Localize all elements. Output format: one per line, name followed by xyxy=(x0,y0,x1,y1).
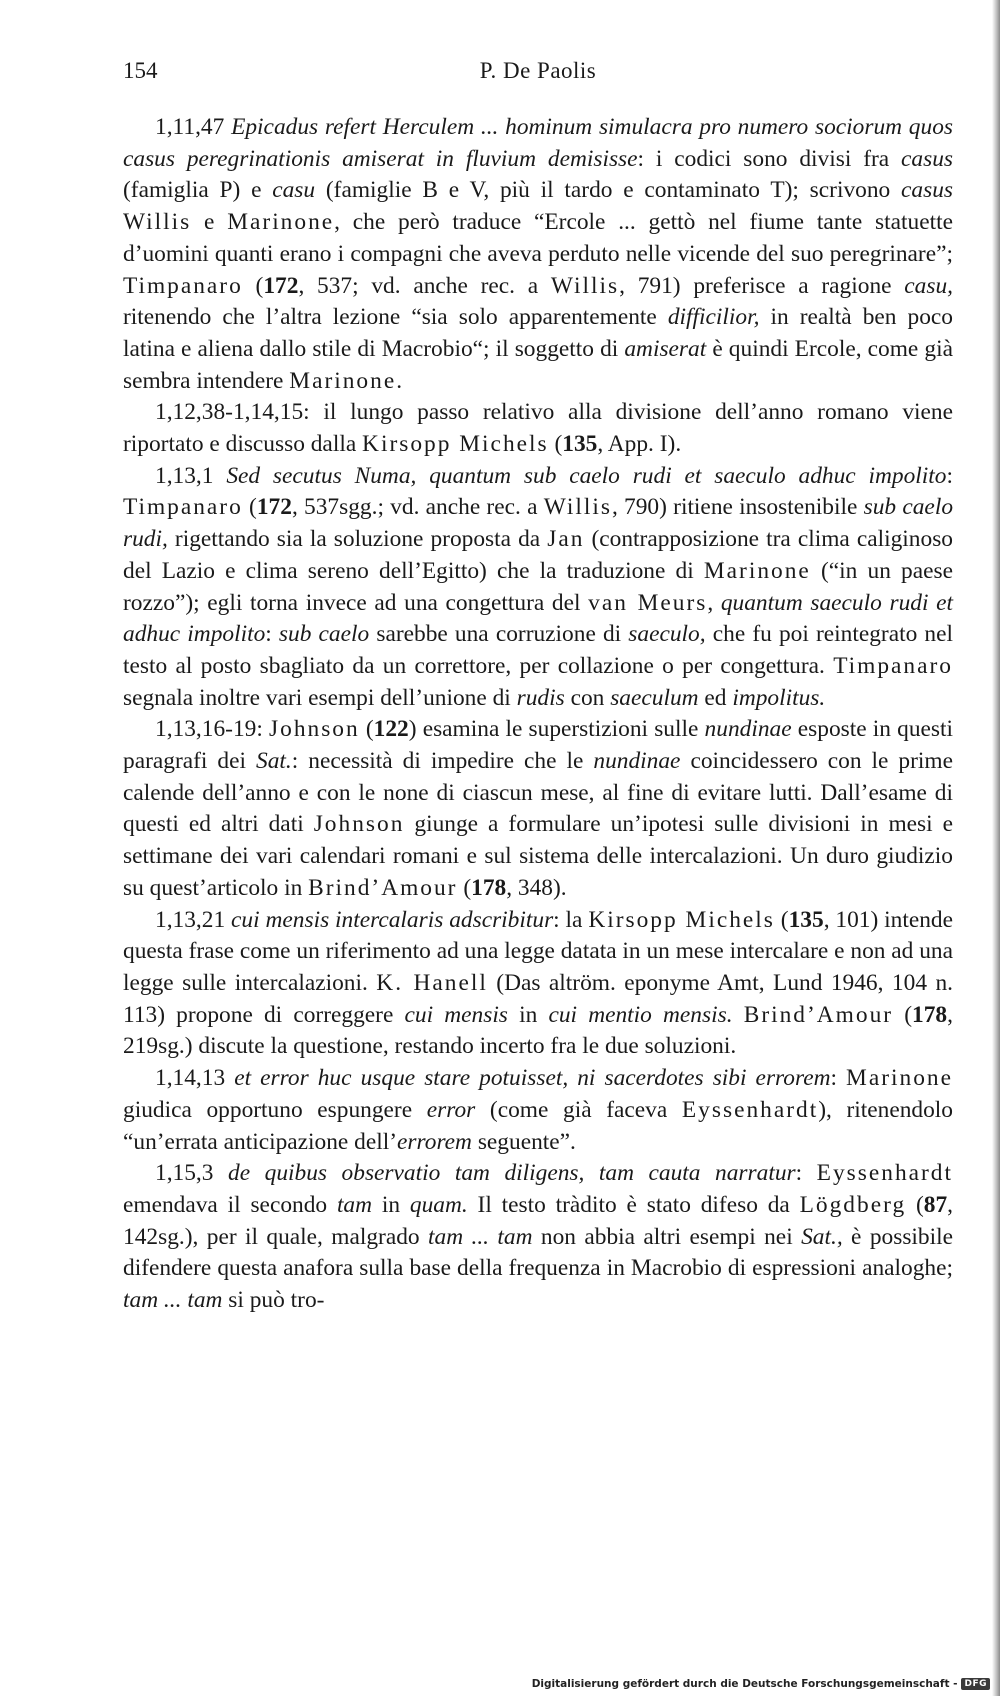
text-run: ( xyxy=(548,431,563,458)
bibliography-number: 172 xyxy=(256,494,292,521)
text-run: : xyxy=(946,462,953,489)
commentary-paragraph xyxy=(123,461,953,715)
text-run: in xyxy=(507,1001,549,1028)
author-name: Timpanaro xyxy=(123,272,243,299)
text-run: (“in un paese rozzo”); egli torna invece ad una congettura del xyxy=(123,557,953,616)
latin-quote: difficilior, xyxy=(667,304,760,331)
text-run: , xyxy=(707,589,721,616)
passage-reference: 1,13,21 xyxy=(155,906,226,933)
latin-quote: casu xyxy=(272,177,316,204)
text-run: e xyxy=(191,209,228,236)
commentary-paragraph xyxy=(123,397,953,460)
latin-quote: saeculum xyxy=(610,684,699,711)
author-name: Timpanaro xyxy=(123,494,243,521)
bibliography-number: 178 xyxy=(471,874,507,901)
latin-quote: Sat., xyxy=(801,1223,843,1250)
text-run: ( xyxy=(359,716,374,743)
text-run: (come già faceva xyxy=(475,1096,682,1123)
page-header xyxy=(123,58,953,94)
author-name: Marinone xyxy=(846,1065,953,1092)
author-name: K. Hanell xyxy=(376,969,488,996)
text-run xyxy=(225,1065,234,1091)
latin-quote: casus xyxy=(901,177,953,204)
passage-reference: 1,11,47 xyxy=(155,114,225,140)
text-run: ( xyxy=(906,1191,924,1218)
author-name: van Meurs xyxy=(588,589,708,616)
running-title: P. De Paolis xyxy=(479,58,597,83)
commentary-paragraph xyxy=(123,1158,953,1317)
commentary-paragraph xyxy=(123,112,953,397)
latin-quote: impolitus. xyxy=(732,684,826,711)
passage-reference: 1,15,3 xyxy=(155,1160,214,1187)
text-run: ( xyxy=(242,494,257,521)
text-run: emendava il secondo xyxy=(123,1191,337,1218)
latin-quote: de quibus observatio tam diligens, tam cauta narratur xyxy=(228,1160,796,1187)
text-run: . xyxy=(396,367,403,394)
author-name: Marinone xyxy=(227,209,335,236)
author-name: Kirsopp Michels xyxy=(362,431,549,458)
text-run: , 101) intende questa frase come un riferimento ad una legge datata in un mese intercalare e non ad una legge sulle intercalazioni. xyxy=(123,906,954,996)
latin-quote: nundinae xyxy=(593,748,681,775)
text-run: giudica opportuno espungere xyxy=(123,1096,427,1123)
latin-quote: error xyxy=(426,1096,476,1123)
text-run: : i codici sono divisi fra xyxy=(637,145,902,172)
passage-reference: 1,12,38-1,14,15 xyxy=(155,399,304,426)
bibliography-number: 172 xyxy=(263,272,299,299)
text-run: ritenendo che l’altra lezione “sia solo apparentemente xyxy=(123,304,668,331)
passage-reference: 1,14,13 xyxy=(155,1065,226,1092)
text-run: : xyxy=(256,716,270,743)
text-run: (contrapposizione tra clima caliginoso del Lazio e clima sereno dell’Egitto) che la traduzione di xyxy=(123,526,953,584)
latin-quote: casus xyxy=(901,145,953,172)
text-run: ) esamina le superstizioni sulle xyxy=(408,716,705,743)
text-run: si può tro- xyxy=(222,1287,325,1314)
latin-quote: cui mentio mensis. xyxy=(548,1001,733,1028)
text-run: , App. I). xyxy=(597,431,682,458)
text-run xyxy=(213,1160,228,1186)
author-name: Jan xyxy=(547,526,585,553)
author-name: Brind’Amour xyxy=(308,874,458,901)
latin-quote: nundinae xyxy=(704,716,792,743)
text-run: : la xyxy=(553,906,589,933)
text-run: ), ritenendolo “un’errata anticipazione dell’ xyxy=(123,1096,954,1155)
author-name: Willis xyxy=(550,272,620,299)
text-run: , 537sgg.; vd. anche rec. a xyxy=(291,494,544,521)
text-run: , 537; vd. anche rec. a xyxy=(298,272,551,299)
latin-quote: cui mensis xyxy=(404,1001,508,1028)
latin-quote: et error huc usque stare potuisset, ni sacerdotes sibi errorem xyxy=(234,1065,831,1092)
page-edge-shadow xyxy=(992,0,1000,1696)
text-run: ( xyxy=(457,874,472,901)
text-run: è possibile difendere questa anafora sulla base della frequenza in Macrobio di espressioni analoghe; xyxy=(123,1223,953,1282)
text-run: (Das altröm. eponyme Amt, Lund 1946, 104 n. 113) propone di correggere xyxy=(123,969,953,1028)
body-text xyxy=(123,112,953,1317)
latin-quote: tam xyxy=(336,1191,373,1218)
text-run: esposte in questi paragrafi dei xyxy=(123,716,953,775)
text-run xyxy=(733,1002,744,1028)
text-run: ( xyxy=(242,272,264,299)
bibliography-number: 87 xyxy=(923,1191,948,1218)
text-run: Il testo tràdito è stato difeso da xyxy=(467,1191,800,1218)
text-run: ed xyxy=(698,684,733,711)
text-run: in xyxy=(372,1191,410,1218)
text-run: , 142sg.), per il quale, malgrado xyxy=(123,1191,954,1250)
author-name: Kirsopp Michels xyxy=(588,906,775,933)
author-name: Brind’Amour xyxy=(743,1001,894,1028)
text-run: , 348). xyxy=(506,874,567,901)
latin-quote: sub caelo xyxy=(278,621,370,648)
bibliography-number: 135 xyxy=(788,906,824,933)
text-run: , 791) preferisce a ragione xyxy=(619,272,905,299)
text-run: seguente”. xyxy=(471,1128,576,1155)
page-number: 154 xyxy=(123,58,158,83)
text-run: ( xyxy=(774,906,789,933)
author-name: Johnson xyxy=(269,716,360,743)
latin-quote: sub caelo rudi, xyxy=(123,494,954,553)
latin-quote: rudis xyxy=(516,684,565,711)
author-name: Timpanaro xyxy=(833,652,953,679)
latin-quote: Sed secutus Numa, quantum sub caelo rudi et saeculo adhuc impolito xyxy=(226,462,947,489)
text-run: : necessità di impedire che le xyxy=(291,748,594,775)
commentary-paragraph xyxy=(123,905,953,1064)
author-name: Willis xyxy=(123,209,192,236)
text-run: (famiglie B e V, più il tardo e contaminato T); scrivono xyxy=(315,177,902,204)
text-run: è quindi Ercole, come già sembra intendere xyxy=(123,335,953,394)
bibliography-number: 122 xyxy=(373,716,409,743)
text-run: coincidessero con le prime calende dell’anno e con le none di ciascun mese, al fine di evitare lutti. Dall’esame di questi ed altri dati xyxy=(123,748,953,838)
author-name: Lögdberg xyxy=(799,1191,907,1218)
bibliography-number: 178 xyxy=(912,1001,948,1028)
passage-reference: 1,13,16-19 xyxy=(155,716,257,743)
latin-quote: casu, xyxy=(904,272,953,299)
commentary-paragraph xyxy=(123,714,953,904)
latin-quote: Epicadus refert Herculem ... hominum simulacra pro numero sociorum quos casus peregrinationis amiserat in fluvium demisisse xyxy=(123,114,953,172)
text-run: , che però traduce “Ercole ... gettò nel fiume tante statuette d’uomini quanti erano i compagni che aveva perduto nelle vicende del suo peregrinare”; xyxy=(123,209,953,267)
text-run xyxy=(213,463,226,489)
text-run: : xyxy=(265,621,279,648)
dfg-logo: DFG xyxy=(961,1678,990,1690)
text-run: in realtà ben poco latina e aliena dallo stile di Macrobio“; il soggetto di xyxy=(123,304,953,362)
commentary-paragraph xyxy=(123,1063,953,1158)
text-run: ( xyxy=(893,1001,913,1028)
text-run: rigettando sia la soluzione proposta da xyxy=(167,526,548,553)
bibliography-number: 135 xyxy=(562,431,598,458)
footer-credit xyxy=(532,1678,990,1690)
latin-quote: tam ... tam xyxy=(123,1287,223,1314)
latin-quote: errorem xyxy=(397,1128,472,1155)
author-name: Marinone xyxy=(703,557,811,584)
footer-credit-text: Digitalisierung gefördert durch die Deutsche Forschungsgemeinschaft - xyxy=(531,1678,958,1690)
text-run: : xyxy=(795,1160,817,1187)
latin-quote: cui mensis intercalaris adscribitur xyxy=(231,906,554,933)
text-run: (famiglia P) e xyxy=(123,177,273,204)
text-run: , 790) ritiene insostenibile xyxy=(611,494,864,521)
latin-quote: saeculo, xyxy=(628,621,706,648)
author-name: Marinone xyxy=(289,367,397,394)
text-run: che fu poi reintegrato nel testo al posto sbagliato da un correttore, per collazione o per congettura. xyxy=(123,621,953,679)
text-run: sarebbe una corruzione di xyxy=(369,621,629,648)
text-run: , 219sg.) discute la questione, restando incerto fra le due soluzioni. xyxy=(123,1001,953,1060)
latin-quote: amiserat xyxy=(624,335,707,362)
latin-quote: quantum saeculo rudi et adhuc impolito xyxy=(123,589,953,648)
author-name: Willis xyxy=(543,494,612,521)
text-run: segnala inoltre vari esempi dell’unione di xyxy=(123,684,517,711)
text-run: con xyxy=(564,684,611,711)
latin-quote: tam ... tam xyxy=(428,1223,533,1250)
text-run: non abbia altri esempi nei xyxy=(532,1223,802,1250)
latin-quote: quam. xyxy=(409,1191,468,1218)
author-name: Eyssenhardt xyxy=(681,1096,819,1123)
text-run: : il lungo passo relativo alla divisione dell’anno romano viene riportato e discusso dalla xyxy=(123,399,953,458)
author-name: Johnson xyxy=(313,811,405,838)
author-name: Eyssenhardt xyxy=(816,1160,953,1187)
latin-quote: Sat. xyxy=(256,748,292,775)
text-run: : xyxy=(830,1065,847,1092)
text-run: giunge a formulare un’ipotesi sulle divisioni in mesi e settimane dei vari calendari romani e sul sistema delle intercalazioni. Un duro giudizio su quest’articolo in xyxy=(123,811,954,901)
passage-reference: 1,13,1 xyxy=(155,462,214,489)
